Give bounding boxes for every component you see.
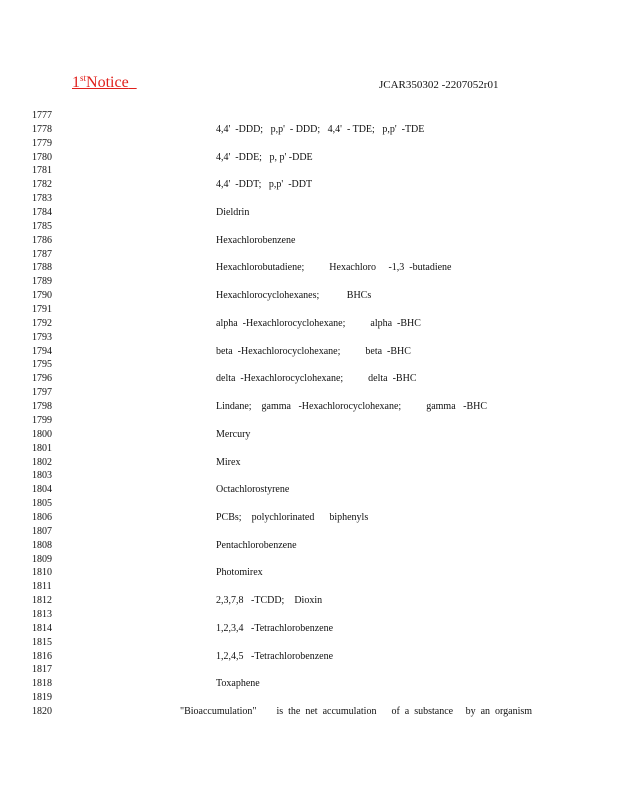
line-number: 1803	[32, 470, 52, 482]
line-number: 1800	[32, 428, 52, 440]
line-number: 1802	[32, 456, 52, 468]
substance-entry: Pentachlorobenzene	[216, 539, 297, 551]
line-number: 1784	[32, 207, 52, 219]
line-number: 1787	[32, 248, 52, 260]
line-number: 1797	[32, 387, 52, 399]
line-number: 1788	[32, 262, 52, 274]
line-number: 1793	[32, 331, 52, 343]
substance-entry: Toxaphene	[216, 678, 260, 690]
notice-heading	[72, 74, 137, 92]
line-number: 1781	[32, 165, 52, 177]
substance-entry: 4,4' -DDD; p,p' - DDD; 4,4' - TDE; p,p' -TDE	[216, 123, 425, 135]
line-number: 1815	[32, 636, 52, 648]
line-number: 1814	[32, 622, 52, 634]
line-number: 1785	[32, 220, 52, 232]
substance-entry: alpha -Hexachlorocyclohexane; alpha -BHC	[216, 317, 421, 329]
line-number: 1812	[32, 595, 52, 607]
line-number: 1810	[32, 567, 52, 579]
substance-entry: beta -Hexachlorocyclohexane; beta -BHC	[216, 345, 411, 357]
notice-ordinal-suffix: st	[80, 73, 87, 83]
line-number: 1816	[32, 650, 52, 662]
line-number: 1780	[32, 151, 52, 163]
substance-entry: Hexachlorobenzene	[216, 234, 296, 246]
document-code: JCAR350302 -2207052r01	[379, 79, 499, 91]
substance-entry: Hexachlorocyclohexanes; BHCs	[216, 290, 372, 302]
line-number: 1790	[32, 290, 52, 302]
line-number: 1807	[32, 525, 52, 537]
line-number: 1809	[32, 553, 52, 565]
line-number: 1801	[32, 442, 52, 454]
substance-entry: 4,4' -DDT; p,p' -DDT	[216, 179, 313, 191]
line-number: 1806	[32, 511, 52, 523]
line-number: 1796	[32, 373, 52, 385]
substance-entry: delta -Hexachlorocyclohexane; delta -BHC	[216, 373, 417, 385]
line-number: 1798	[32, 401, 52, 413]
line-number: 1779	[32, 137, 52, 149]
substance-entry: 1,2,4,5 -Tetrachlorobenzene	[216, 650, 334, 662]
line-number: 1817	[32, 664, 52, 676]
substance-entry: Dieldrin	[216, 207, 250, 219]
bioaccumulation-definition-line: "Bioaccumulation" is the net accumulation of a substance by an organism	[180, 705, 533, 717]
line-number: 1813	[32, 608, 52, 620]
line-number: 1786	[32, 234, 52, 246]
line-number: 1818	[32, 678, 52, 690]
line-number: 1791	[32, 304, 52, 316]
line-number: 1808	[32, 539, 52, 551]
substance-entry: 1,2,3,4 -Tetrachlorobenzene	[216, 622, 334, 634]
line-number: 1799	[32, 414, 52, 426]
line-number: 1782	[32, 179, 52, 191]
line-number: 1792	[32, 317, 52, 329]
line-number: 1789	[32, 276, 52, 288]
line-number: 1804	[32, 484, 52, 496]
line-number: 1795	[32, 359, 52, 371]
line-number: 1777	[32, 110, 52, 121]
line-number: 1778	[32, 123, 52, 135]
substance-entry: Mercury	[216, 428, 251, 440]
line-number: 1805	[32, 498, 52, 510]
substance-entry: Octachlorostyrene	[216, 484, 290, 496]
line-number: 1819	[32, 692, 52, 704]
substance-entry: Photomirex	[216, 567, 263, 579]
line-number: 1794	[32, 345, 52, 357]
line-number: 1783	[32, 193, 52, 205]
substance-entry: Hexachlorobutadiene; Hexachloro -1,3 -butadiene	[216, 262, 452, 274]
notice-word: Notice	[86, 74, 129, 91]
substance-entry: Lindane; gamma -Hexachlorocyclohexane; gamma -BHC	[216, 401, 488, 413]
substance-entry: 4,4' -DDE; p, p' -DDE	[216, 151, 313, 163]
line-number: 1811	[32, 581, 52, 593]
substance-entry: 2,3,7,8 -TCDD; Dioxin	[216, 595, 323, 607]
substance-entry: Mirex	[216, 456, 241, 468]
notice-number: 1	[72, 74, 80, 91]
line-number: 1820	[32, 705, 52, 717]
substance-entry: PCBs; polychlorinated biphenyls	[216, 511, 369, 523]
